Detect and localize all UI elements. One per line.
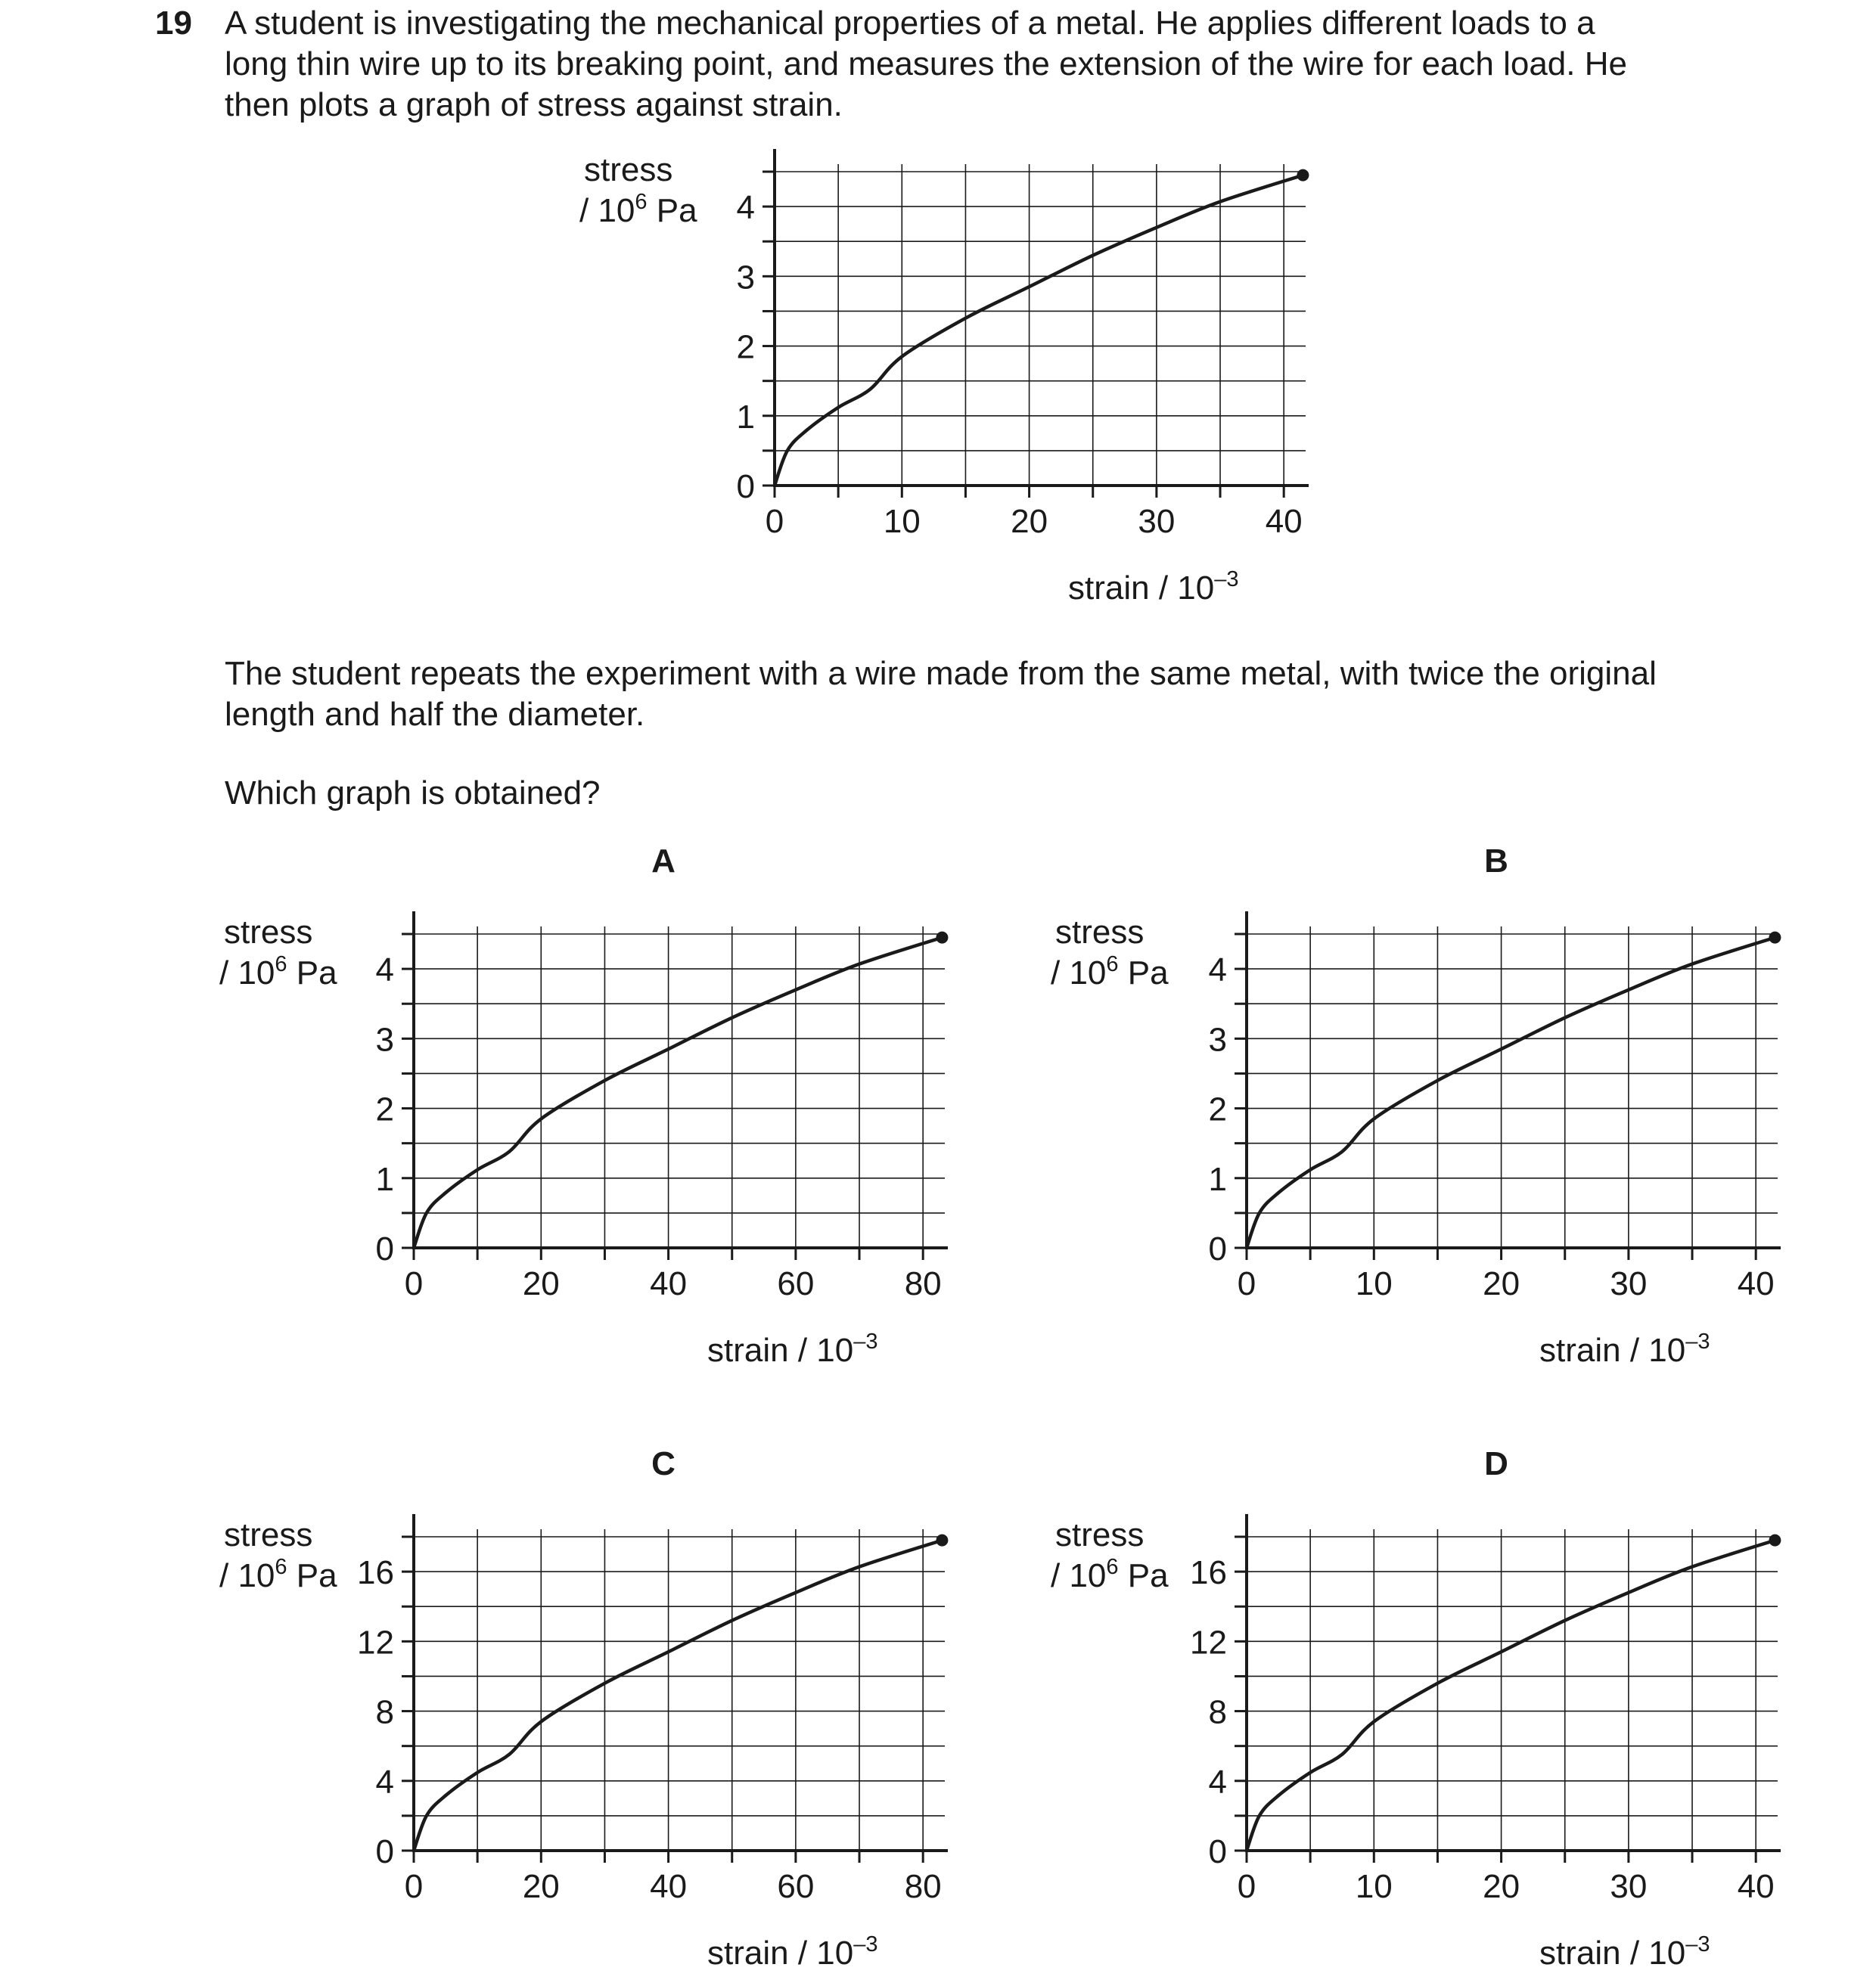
intro-line-3: then plots a graph of stress against strain. bbox=[225, 86, 843, 123]
panel-label: C bbox=[651, 1445, 676, 1482]
y-tick-label: 0 bbox=[375, 1833, 394, 1870]
panel-label: A bbox=[651, 842, 676, 880]
x-tick-label: 30 bbox=[1610, 1868, 1648, 1905]
x-tick-label: 30 bbox=[1610, 1265, 1648, 1302]
x-tick-label: 20 bbox=[522, 1265, 560, 1302]
x-tick-label: 60 bbox=[777, 1868, 815, 1905]
x-tick-label: 10 bbox=[883, 503, 921, 540]
y-tick-label: 1 bbox=[736, 398, 755, 436]
x-tick-label: 40 bbox=[650, 1868, 688, 1905]
y-axis-label-line2: / $10^6$ Pa bbox=[1051, 952, 1169, 991]
x-tick-label: 80 bbox=[904, 1868, 942, 1905]
y-tick-label: 4 bbox=[736, 189, 755, 227]
x-tick-label: 20 bbox=[1483, 1868, 1520, 1905]
y-tick-label: 2 bbox=[375, 1091, 394, 1128]
intro-line-2: long thin wire up to its breaking point, and measures the extension of the wire for each load. He bbox=[225, 45, 1627, 82]
x-tick-label: 20 bbox=[522, 1868, 560, 1905]
y-axis-label-line2: / $10^6$ Pa bbox=[579, 190, 697, 229]
plot-group bbox=[1051, 1445, 1781, 1972]
y-tick-label: 4 bbox=[375, 1763, 394, 1801]
y-tick-label: 16 bbox=[1190, 1554, 1227, 1592]
y-tick-label: 0 bbox=[1208, 1230, 1227, 1268]
y-tick-label: 0 bbox=[1208, 1833, 1227, 1870]
x-tick-label: 0 bbox=[404, 1868, 424, 1905]
y-axis-label-line1: stress bbox=[224, 1516, 313, 1553]
grid-lines bbox=[1247, 1529, 1778, 1851]
x-tick-label: 20 bbox=[1011, 503, 1048, 540]
y-axis-label-line2: / $10^6$ Pa bbox=[219, 952, 337, 991]
panel-label: B bbox=[1484, 842, 1508, 880]
x-tick-label: 0 bbox=[765, 503, 784, 540]
x-tick-label: 40 bbox=[650, 1265, 688, 1302]
question-number: 19 bbox=[155, 5, 192, 42]
y-axis-label-line1: stress bbox=[1055, 1516, 1145, 1553]
x-tick-label: 0 bbox=[1237, 1265, 1256, 1302]
x-tick-label: 40 bbox=[1737, 1868, 1775, 1905]
x-tick-label: 0 bbox=[1237, 1868, 1256, 1905]
intro-line-1: A student is investigating the mechanical properties of a metal. He applies different loads to a bbox=[225, 5, 1595, 42]
y-tick-label: 4 bbox=[1208, 951, 1227, 989]
y-axis-label-line1: stress bbox=[584, 151, 673, 188]
y-axis-label-line2: / $10^6$ Pa bbox=[1051, 1555, 1169, 1594]
y-tick-label: 3 bbox=[1208, 1021, 1227, 1059]
y-tick-label: 8 bbox=[1208, 1693, 1227, 1731]
x-tick-label: 30 bbox=[1138, 503, 1176, 540]
x-tick-label: 10 bbox=[1355, 1868, 1393, 1905]
x-tick-label: 80 bbox=[904, 1265, 942, 1302]
y-tick-label: 12 bbox=[1190, 1624, 1227, 1662]
y-tick-label: 16 bbox=[357, 1554, 394, 1592]
x-axis-label: strain / $10^{-3}$ bbox=[707, 1932, 878, 1972]
x-axis-label: strain / $10^{-3}$ bbox=[1068, 567, 1239, 607]
y-tick-label: 8 bbox=[375, 1693, 394, 1731]
repeat-line-2: length and half the diameter. bbox=[225, 696, 645, 733]
x-axis-label: strain / $10^{-3}$ bbox=[707, 1330, 878, 1369]
y-tick-label: 0 bbox=[375, 1230, 394, 1268]
y-tick-label: 12 bbox=[357, 1624, 394, 1662]
y-tick-label: 4 bbox=[1208, 1763, 1227, 1801]
x-tick-label: 40 bbox=[1265, 503, 1303, 540]
repeat-line-1: The student repeats the experiment with a wire made from the same metal, with twice the original bbox=[225, 655, 1657, 692]
y-tick-label: 3 bbox=[375, 1021, 394, 1059]
y-tick-label: 0 bbox=[736, 468, 755, 505]
y-tick-label: 1 bbox=[1208, 1160, 1227, 1198]
x-tick-label: 60 bbox=[777, 1265, 815, 1302]
x-tick-label: 40 bbox=[1737, 1265, 1775, 1302]
y-axis-label-line2: / $10^6$ Pa bbox=[219, 1555, 337, 1594]
x-axis-label: strain / $10^{-3}$ bbox=[1539, 1932, 1710, 1972]
x-tick-label: 20 bbox=[1483, 1265, 1520, 1302]
y-axis-label-line1: stress bbox=[1055, 914, 1145, 951]
y-tick-label: 2 bbox=[1208, 1091, 1227, 1128]
panel-label: D bbox=[1484, 1445, 1508, 1482]
y-tick-label: 3 bbox=[736, 259, 755, 296]
x-tick-label: 10 bbox=[1355, 1265, 1393, 1302]
y-tick-label: 1 bbox=[375, 1160, 394, 1198]
stress-strain-curve bbox=[1247, 1541, 1775, 1851]
y-tick-label: 2 bbox=[736, 328, 755, 366]
x-axis-label: strain / $10^{-3}$ bbox=[1539, 1330, 1710, 1369]
y-axis-label-line1: stress bbox=[224, 914, 313, 951]
y-tick-label: 4 bbox=[375, 951, 394, 989]
breaking-point-marker bbox=[1769, 1534, 1781, 1547]
x-tick-label: 0 bbox=[404, 1265, 424, 1302]
question-prompt: Which graph is obtained? bbox=[225, 774, 601, 811]
